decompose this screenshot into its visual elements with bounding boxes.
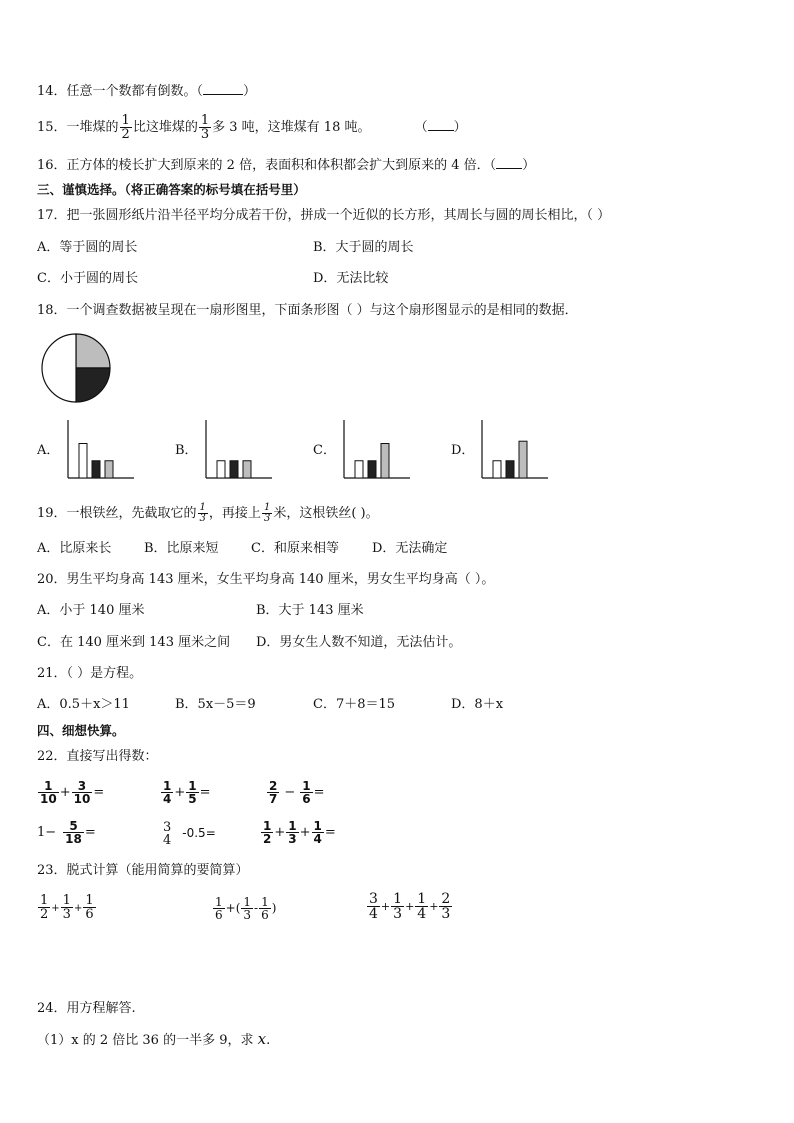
numerator: 3 (163, 819, 172, 835)
bar-chart-d[interactable] (476, 418, 550, 484)
fraction (161, 821, 173, 847)
fraction (38, 894, 50, 921)
option-a[interactable]: A．等于圆的周长 (37, 240, 138, 255)
denominator: 10 (73, 792, 91, 806)
question-19 (37, 500, 379, 528)
question-15-text-c: 多 3 吨，这堆煤有 18 吨。 (212, 120, 371, 135)
numerator: 1 (40, 893, 49, 908)
fraction (83, 894, 95, 921)
numerator: 1 (313, 819, 322, 833)
bar-gray (381, 444, 389, 479)
denominator: 3 (62, 907, 71, 922)
bar-chart-c[interactable] (338, 418, 412, 484)
operator: + (274, 825, 286, 840)
fraction (261, 820, 273, 845)
fraction (415, 892, 428, 921)
fraction (72, 780, 93, 805)
numerator: 1 (263, 502, 271, 513)
period: . (266, 1033, 271, 1048)
fraction (259, 896, 271, 921)
calc-item (260, 816, 336, 850)
denominator: 2 (121, 127, 130, 142)
equals: = (93, 785, 105, 800)
fraction (312, 820, 324, 845)
expression-3 (366, 886, 453, 927)
numerator: 3 (72, 780, 93, 793)
section-4-heading: 四、细想快算。 (37, 723, 125, 738)
question-24-title: 24．用方程解答. (37, 1001, 136, 1016)
question-19-text-c: 米，这根铁丝( )。 (273, 506, 379, 521)
numerator: 1 (261, 895, 269, 909)
pie-slice-gray (76, 334, 110, 368)
numerator: 1 (188, 779, 197, 793)
equals: = (84, 825, 96, 840)
operator: - (254, 901, 259, 915)
denominator: 3 (199, 513, 206, 524)
fraction (367, 892, 380, 921)
pie-slice-white (42, 334, 76, 402)
option-c[interactable]: C． (313, 443, 336, 458)
question-15-text-b: 比这堆煤的 (132, 120, 198, 135)
bar-black (506, 461, 514, 478)
option-b[interactable]: B． (175, 443, 198, 458)
denominator: 3 (200, 127, 210, 142)
denominator: 10 (40, 792, 57, 806)
bar-white (355, 461, 363, 478)
bar-black (92, 461, 100, 478)
numerator: 1 (62, 893, 71, 908)
bar-white (493, 461, 501, 478)
fraction (120, 114, 132, 141)
question-14-text: 14．任意一个数都有倒数。（ (37, 84, 204, 99)
bar-white (79, 444, 87, 479)
operator: + (174, 785, 186, 800)
answer-blank[interactable] (203, 82, 243, 95)
open-paren: +( (225, 901, 241, 915)
calc-item (266, 776, 325, 810)
question-20-text: 20．男生平均身高 143 厘米，女生平均身高 140 厘米，男女生平均身高（ ）。 (37, 572, 495, 587)
denominator: 2 (40, 907, 49, 922)
bar-black (230, 461, 238, 478)
numerator: 1 (200, 113, 210, 128)
equals: = (313, 785, 325, 800)
numerator: 1 (121, 113, 130, 128)
variable: x (257, 1030, 267, 1048)
fraction (61, 894, 73, 921)
denominator: 4 (163, 792, 172, 806)
question-16-text: 16．正方体的棱长扩大到原来的 2 倍，表面积和体积都会扩大到原来的 4 倍．（ (37, 158, 497, 173)
bar-gray (243, 461, 251, 478)
bar-black (368, 461, 376, 478)
close-paren: ) (271, 901, 277, 915)
denominator: 6 (302, 792, 311, 806)
operator: + (73, 903, 83, 914)
option-c[interactable]: C．小于圆的周长 (37, 271, 138, 286)
question-21-text: 21．（ ）是方程。 (37, 666, 143, 681)
fraction (38, 780, 59, 805)
denominator: 3 (243, 908, 252, 922)
denominator: 3 (263, 513, 271, 524)
numerator: 1 (263, 819, 272, 833)
numerator: 1 (199, 502, 206, 513)
option-a[interactable]: A． (37, 443, 60, 458)
denominator: 3 (288, 832, 297, 846)
answer-blank[interactable] (428, 118, 454, 131)
question-17-text: 17．把一张圆形纸片沿半径平均分成若干份，拼成一个近似的长方形，其周长与圆的周长相比，（ ） (37, 208, 611, 223)
denominator: 4 (163, 832, 172, 848)
question-16 (37, 156, 535, 175)
fraction (262, 503, 272, 524)
denominator: 4 (313, 832, 322, 846)
question-14 (37, 82, 256, 101)
fraction (286, 820, 298, 845)
fraction (186, 780, 198, 805)
bar-gray (519, 441, 527, 478)
numerator: 2 (441, 890, 451, 907)
option-d[interactable]: D． (451, 443, 475, 458)
option-c[interactable]: C．和原来相等 (251, 541, 339, 556)
fraction (198, 503, 208, 524)
paren-close: ） (243, 84, 257, 99)
operator: − (284, 785, 296, 800)
fraction (161, 780, 173, 805)
equals: = (324, 825, 336, 840)
option-c[interactable]: C．在 140 厘米到 143 厘米之间 (37, 635, 231, 650)
fraction (199, 114, 211, 141)
expression-1 (37, 890, 97, 927)
calc-item (160, 776, 211, 810)
operator: + (405, 900, 415, 913)
fraction (391, 892, 404, 921)
bar-chart-b[interactable] (200, 418, 274, 484)
numerator: 5 (63, 820, 84, 833)
option-d[interactable]: D．8＋x (451, 697, 504, 712)
operator: + (380, 900, 391, 913)
fraction (300, 780, 312, 805)
equals: = (199, 785, 211, 800)
option-b[interactable]: B．比原来短 (144, 541, 219, 556)
question-23-title: 23．脱式计算（能用简算的要简算） (37, 863, 249, 878)
pie-chart (40, 332, 112, 404)
option-d[interactable]: D．男女生人数不知道，无法估计。 (256, 635, 462, 650)
numerator: 1 (393, 890, 403, 907)
fraction (63, 820, 84, 845)
fraction (213, 896, 225, 921)
bar-white (217, 461, 225, 478)
denominator: 2 (263, 832, 272, 846)
question-19-text-a: 19．一根铁丝，先截取它的 (37, 506, 197, 521)
numerator: 1 (302, 779, 311, 793)
numerator: 1 (163, 779, 172, 793)
numerator: 1 (417, 890, 427, 907)
denominator: 4 (369, 905, 378, 922)
question-15-text-a: 15．一堆煤的 (37, 120, 119, 135)
denominator: 4 (417, 905, 427, 922)
option-b[interactable]: B．大于 143 厘米 (256, 603, 364, 618)
pie-slice-black (76, 368, 110, 402)
option-a[interactable]: A．小于 140 厘米 (37, 603, 145, 618)
question-19-text-b: ，再接上 (208, 506, 261, 521)
option-a[interactable]: A．比原来长 (37, 541, 112, 556)
question-15 (37, 111, 467, 145)
numerator: 2 (269, 779, 278, 793)
operator: + (51, 903, 60, 914)
section-3-heading: 三、谨慎选择。（将正确答案的标号填在括号里） (37, 182, 306, 197)
denominator: 3 (441, 905, 451, 922)
paren-close: ） (522, 158, 536, 173)
calc-item (37, 776, 104, 810)
calc-item (37, 816, 96, 850)
denominator: 6 (215, 908, 223, 922)
option-c[interactable]: C．7＋8＝15 (313, 697, 396, 712)
numerator: 1 (85, 893, 94, 908)
denominator: 7 (269, 792, 278, 806)
denominator: 6 (261, 908, 269, 922)
question-24-part-1-text: （1）x 的 2 倍比 36 的一半多 9，求 (37, 1033, 258, 1048)
fraction (439, 892, 452, 921)
paren-close: ） (453, 120, 467, 135)
minuend: 1− (37, 825, 57, 840)
bar-gray (105, 461, 113, 478)
bar-chart-a[interactable] (62, 418, 136, 484)
fraction (241, 896, 253, 921)
option-b[interactable]: B．5x－5＝9 (175, 697, 256, 712)
fraction (267, 780, 279, 805)
question-24-part-1 (37, 1030, 270, 1050)
subtrahend: -0.5= (182, 826, 216, 840)
denominator: 18 (65, 832, 82, 846)
paren-open: （ (414, 120, 428, 135)
numerator: 3 (369, 890, 378, 907)
question-18-text: 18．一个调查数据被呈现在一扇形图里，下面条形图（ ）与这个扇形图显示的是相同的数据． (37, 303, 578, 318)
numerator: 1 (38, 780, 59, 793)
question-22-title: 22．直接写出得数： (37, 749, 158, 764)
numerator: 1 (288, 819, 297, 833)
expression-2 (212, 890, 276, 926)
option-b[interactable]: B．大于圆的周长 (313, 240, 414, 255)
option-d[interactable]: D．无法比较 (313, 271, 389, 286)
denominator: 5 (188, 792, 197, 806)
operator: + (299, 825, 311, 840)
operator: + (429, 900, 439, 913)
calc-item (160, 816, 216, 851)
option-d[interactable]: D．无法确定 (372, 541, 448, 556)
denominator: 6 (85, 907, 94, 922)
numerator: 1 (243, 895, 252, 909)
operator: + (59, 785, 71, 800)
denominator: 3 (393, 905, 403, 922)
numerator: 1 (215, 895, 223, 909)
answer-blank[interactable] (496, 156, 522, 169)
option-a[interactable]: A．0.5＋x＞11 (37, 697, 130, 712)
